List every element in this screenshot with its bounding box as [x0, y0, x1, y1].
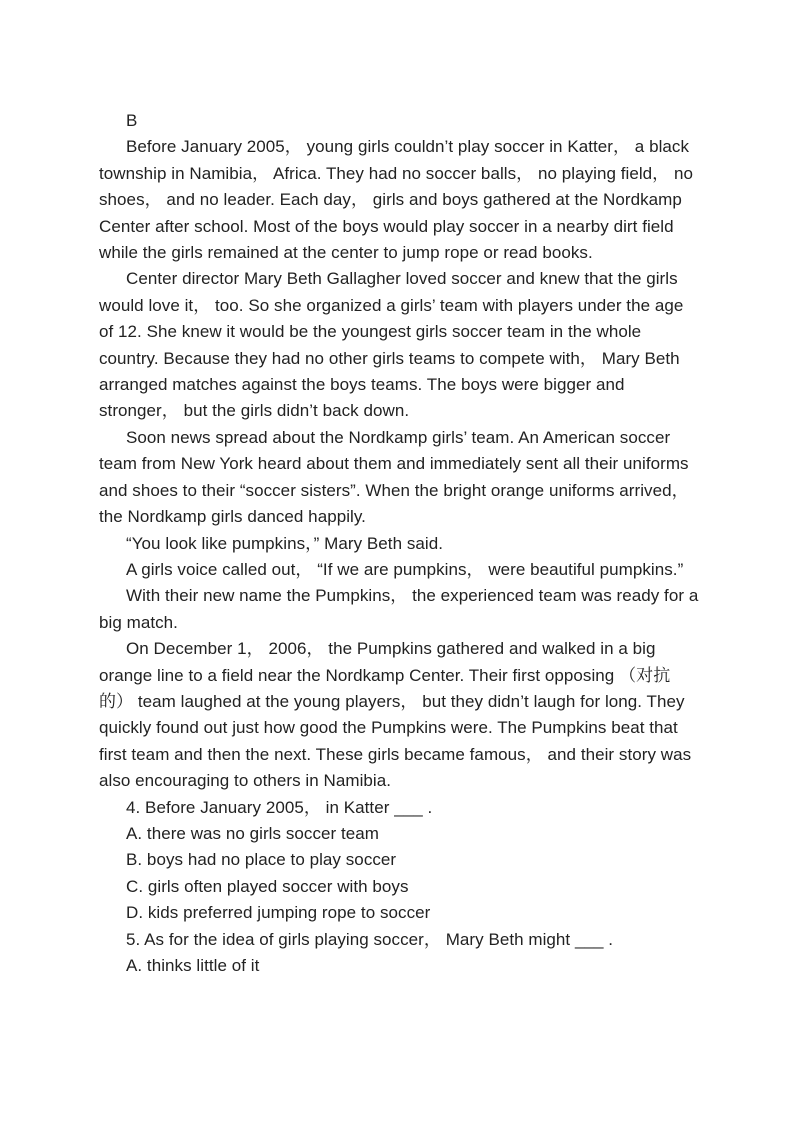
question-stem: 4. Before January 2005， in Katter ___ . [126, 797, 433, 817]
section-label: B [126, 111, 138, 130]
paragraph-7: On December 1， 2006， the Pumpkins gathered and walked in a big orange line to a field near the Nordkamp Center. Their first opposing （对抗的） team laughed at the young players， but they didn’t laugh for long. They quickly found out just how good the Pumpkins were. The Pumpkins beat that first team and then the next. These girls became famous， and their story was also encouraging to others in Namibia. [99, 639, 692, 791]
option-a: A. thinks little of it [126, 956, 260, 975]
option-c: C. girls often played soccer with boys [126, 876, 409, 896]
question-5 [99, 927, 701, 980]
option-b: B. boys had no place to play soccer [126, 850, 397, 870]
paragraph-1: Before January 2005， young girls couldn’t play soccer in Katter， a black township in Namibia， Africa. They had no soccer balls， no playing field， no shoes， and no leader. Each day， girls and boys gathered at the Nordkamp Center after school. Most of the boys would play soccer in a nearby dirt field while the girls remained at the center to jump rope or read books. [99, 137, 694, 263]
paragraph-6: With their new name the Pumpkins， the experienced team was ready for a big match. [99, 586, 699, 632]
option-a: A. there was no girls soccer team [126, 823, 379, 843]
paragraph-4: “You look like pumpkins，” Mary Beth said. [126, 533, 444, 553]
option-d: D. kids preferred jumping rope to soccer [126, 903, 431, 923]
paragraph-5: A girls voice called out， “If we are pumpkins， were beautiful pumpkins.” [126, 559, 684, 579]
paragraph-3: Soon news spread about the Nordkamp girls’ team. An American soccer team from New York heard about them and immediately sent all their uniforms and shoes to their “soccer sisters”. When the bright orange uniforms arrived， the Nordkamp girls danced happily. [99, 427, 689, 527]
paragraph-2: Center director Mary Beth Gallagher loved soccer and knew that the girls would love it， too. So she organized a girls’ team with players under the age of 12. She knew it would be the youngest girls soccer team in the whole country. Because they had no other girls teams to compete with， Mary Beth arranged matches against the boys teams. The boys were bigger and stronger， but the girls didn’t back down. [99, 269, 684, 421]
question-4 [99, 795, 701, 927]
document-page [99, 108, 701, 979]
question-stem: 5. As for the idea of girls playing soccer， Mary Beth might ___ . [126, 929, 614, 949]
